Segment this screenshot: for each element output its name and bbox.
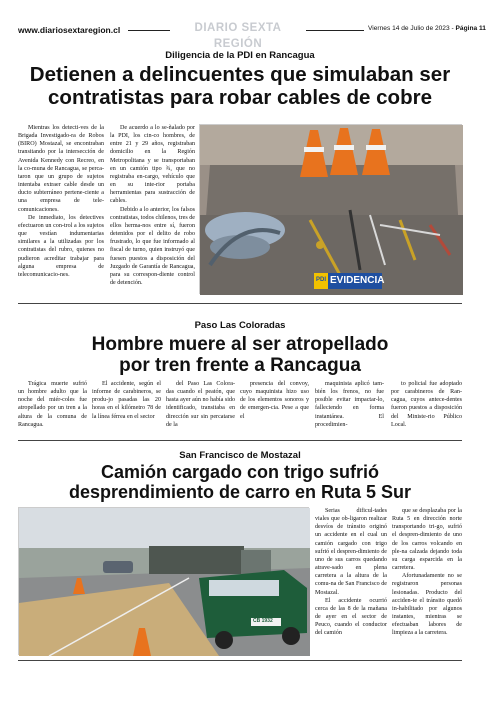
site-url: www.diariosextaregion.cl (18, 25, 121, 35)
header-rule-left (128, 30, 170, 31)
article2-paragraph: to policial fue adoptado por carabineros de Ran-cagua, cuyos antece-dentes fueron puestos a disposición del Ministe-rio Público Local. (391, 381, 462, 428)
article1-paragraph: Mientras los detecti-ves de la Brigada Investigado-ra de Robos (BIRO) Mostazal, se encontraban transitando por la intersección de Avenida Kennedy con Recreo, en la co-muna de Rancagua, se perca-taron que un grupo de sujetos intentaba extraer cable desde un ducto subterráneo pertene-ciente a una empresa de tele-comunicaciones. (18, 125, 104, 213)
article2-paragraph: del Paso Las Colora-das cuando el peatón, que hasta ayer aún no había sido identificado, transitaba en dirección sur sin percatarse de la (166, 381, 235, 428)
article3-paragraph: Serias dificul-tades viales que ob-ligaron realizar desvíos de tránsito originó un accidente en el cual un camión cargado con trigo sufrió el despren-dimiento de uno de sus carros quedando atrave-sado en plena carretera a la altura de la comu-na de San Francisco de Mostazal. (315, 508, 387, 596)
article2-title-line1: Hombre muere al ser atropellado (91, 334, 389, 355)
article2-column-4 (240, 380, 309, 421)
evidence-tools-illustration (200, 125, 463, 295)
article3-title-line1: Camión cargado con trigo sufrió (100, 462, 380, 482)
article1-kicker: Diligencia de la PDI en Rancagua (165, 50, 315, 61)
article3-photo (18, 507, 309, 655)
article2-paragraph: maquinista aplicó tam-bién los frenos, no fue posible evitar impactar-lo, falleciendo en forma instantánea. El procedimien- (315, 381, 384, 428)
article2-paragraph: Trágica muerte sufrió un hombre adulto que la noche del miér-coles fue atropellado por un tren a la altura de la comuna de Rancagua. (18, 381, 87, 428)
article2-column-6 (391, 380, 462, 429)
article2-kicker: Paso Las Coloradas (194, 320, 286, 331)
article1-paragraph: De acuerdo a lo se-ñalado por la PDI, los cin-co hombres, de entre 21 y 29 años, registraban domicilio en la Región Metropolitana y se transportaban en un camión tipo ¾, que no registraba en-cargo, vehículo que en su inte-rior portaba herramientas para sustracción de cables. (110, 125, 195, 205)
masthead-brand: DIARIO SEXTA REGIÓN (172, 20, 304, 36)
article3-kicker: San Francisco de Mostazal (179, 450, 301, 461)
article3-paragraph: que se desplazaba por la Ruta 5 en dirección norte transportando tri-go, sufrió el despren-dimiento de uno de los carros volcando en ple-na calzada dejando toda su carga esparcida en la carretera. (392, 508, 462, 572)
article1-column-1 (18, 124, 104, 279)
issue-date: Viernes 14 de Julio de 2023 (368, 25, 450, 32)
article1-paragraph: De inmediato, los detectives efectuaron un con-trol a los sujetos que vestían indumentarias similares a la utilizadas por los contratistas del rubro, quienes no pudieron acreditar trabajar para alguna empresa de telecomunicacio-nes. (18, 214, 104, 278)
article3-paragraph: El accidente ocurrió cerca de las 8 de la mañana de ayer en el sector de Peuco, cuando el conductor del camión (315, 597, 387, 637)
article2-column-5 (315, 380, 384, 429)
article1-photo (199, 124, 462, 294)
article3-column-1 (315, 507, 387, 638)
article3-paragraph: Afortunadamente no se registraron personas lesionadas. Producto del acciden-te el tránsito quedó in-habilitado por algunos instantes, mientras se efectuaban labores de limpieza a la carretera. (392, 573, 462, 637)
article2-column-1 (18, 380, 87, 429)
article2-title-line2: por tren frente a Rancagua (119, 355, 361, 377)
evidence-badge-label: EVIDENCIA (330, 275, 385, 286)
article3-headline (0, 462, 480, 502)
article2-headline (0, 334, 480, 377)
article2-column-3 (166, 380, 235, 429)
page-number: Página 11 (455, 25, 486, 32)
pdi-badge-prefix: PDI (315, 277, 326, 283)
section-divider (18, 303, 462, 304)
header-rule-right (306, 30, 364, 31)
article1-title-line1: Detienen a delincuentes que simulaban ser (29, 63, 451, 86)
article1-title-line2: contratistas para robar cables de cobre (48, 85, 432, 109)
page-bottom-rule (18, 660, 462, 661)
article3-column-2 (392, 507, 462, 638)
vehicle-plate: CB 1932 (253, 618, 273, 624)
highway-accident-illustration (19, 508, 310, 656)
article2-paragraph: presencia del convoy, cuyo maquinista hizo uso de los elementos sonoros y de emergen-cia. Pese a que el (240, 381, 309, 420)
article1-headline (0, 64, 480, 110)
section-divider (18, 440, 462, 441)
article1-paragraph: Debido a lo anterior, los falsos contratistas, todos chilenos, tres de ellos herma-nos entre sí, fueron detenidos por el delito de robo frustrado, lo que fue informado al fiscal de turno, quien instruyó que fuesen puestos a disposición del Juzgado de Garantía de Rancagua, para su correspon-diente control de detención. (110, 206, 195, 286)
header-date-line: Viernes 14 de Julio de 2023 - Página 11 (368, 25, 486, 32)
article2-paragraph: El accidente, según el informe de carabineros, se produ-jo pasadas las 20 horas en el kilómetro 78 de la línea férrea en el sector (92, 381, 161, 420)
article3-title-line2: desprendimiento de carro en Ruta 5 Sur (68, 482, 412, 503)
article1-column-2 (110, 124, 195, 287)
article2-column-2 (92, 380, 161, 421)
